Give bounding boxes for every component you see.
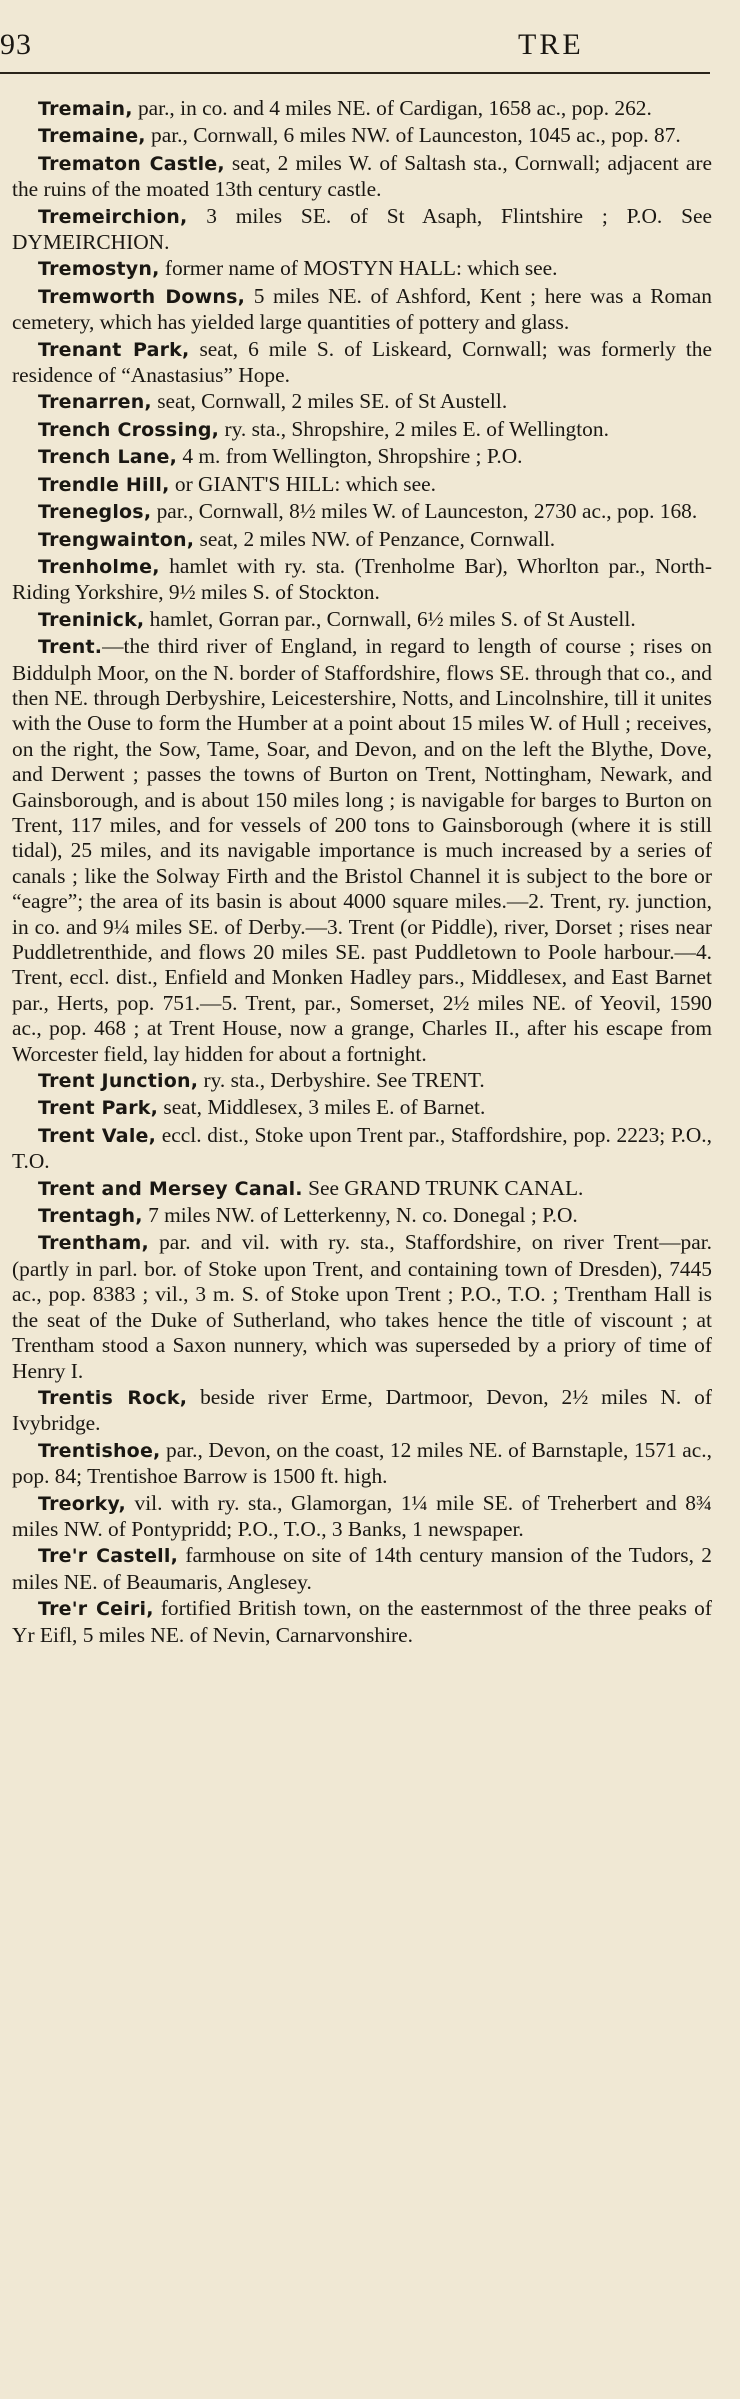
gazetteer-entry [12, 527, 712, 553]
gazetteer-entry [12, 499, 712, 525]
entry-headword: Trentishoe, [38, 1439, 161, 1462]
running-head-word: TRE [518, 28, 584, 61]
gazetteer-entry [12, 1385, 712, 1437]
entry-text: ry. sta., Shropshire, 2 miles E. of Wellington. [219, 416, 609, 441]
entry-text: par., Cornwall, 8½ miles W. of Launceston, 2730 ac., pop. 168. [151, 499, 698, 524]
entry-list [12, 96, 712, 1649]
entry-headword: Trent and Mersey Canal. [38, 1177, 303, 1200]
gazetteer-entry [12, 417, 712, 443]
entry-text: beside river Erme, Dartmoor, Devon, 2½ miles N. of Ivybridge. [12, 1384, 713, 1436]
entry-text: par., Cornwall, 6 miles NW. of Launceston, 1045 ac., pop. 87. [145, 123, 681, 148]
entry-headword: Tremain, [38, 98, 133, 120]
entry-text: seat, 6 mile S. of Liskeard, Cornwall; was formerly the residence of “Anastasius” Hope. [12, 336, 712, 388]
entry-headword: Trentham, [38, 1232, 149, 1255]
gazetteer-entry [12, 554, 712, 606]
entry-headword: Trent Park, [38, 1097, 159, 1120]
gazetteer-entry [12, 1176, 712, 1202]
entry-text: seat, 2 miles W. of Saltash sta., Cornwall; adjacent are the ruins of the moated 13th century castle. [12, 150, 712, 202]
entry-text: 5 miles NE. of Ashford, Kent ; here was a Roman cemetery, which has yielded large quantities of pottery and glass. [12, 283, 712, 335]
entry-text: 4 m. from Wellington, Shropshire ; P.O. [177, 444, 523, 469]
entry-headword: Trent Junction, [38, 1070, 199, 1093]
gazetteer-entry [12, 1596, 712, 1648]
gazetteer-entry [12, 1095, 712, 1121]
gazetteer-entry [12, 1230, 712, 1383]
entry-headword: Tremeirchion, [38, 205, 188, 228]
entry-text: par., in co. and 4 miles NE. of Cardigan, 1658 ac., pop. 262. [132, 96, 652, 120]
entry-headword: Trenant Park, [38, 338, 190, 361]
entry-text: seat, Middlesex, 3 miles E. of Barnet. [158, 1095, 486, 1120]
gazetteer-entry [12, 337, 712, 389]
entry-headword: Trendle Hill, [38, 473, 170, 496]
running-head [0, 28, 740, 68]
gazetteer-entry [12, 151, 712, 203]
entry-headword: Tre'r Ceiri, [38, 1598, 154, 1621]
entry-text: farmhouse on site of 14th century mansion of the Tudors, 2 miles NE. of Beaumaris, Anglesey. [12, 1543, 712, 1594]
entry-headword: Treneglos, [38, 501, 152, 524]
page-number: 93 [0, 28, 32, 61]
entry-text: 3 miles SE. of St Asaph, Flintshire ; P.O. See DYMEIRCHION. [12, 203, 712, 255]
entry-text: par., Devon, on the coast, 12 miles NE. of Barnstaple, 1571 ac., pop. 84; Trentishoe Barrow is 1500 ft. high. [12, 1437, 712, 1489]
entry-headword: Treorky, [38, 1492, 126, 1515]
gazetteer-entry [12, 634, 712, 1067]
entry-headword: Trentagh, [38, 1205, 143, 1228]
entry-text: seat, Cornwall, 2 miles SE. of St Austell. [151, 389, 508, 414]
entry-headword: Trench Crossing, [38, 418, 220, 441]
entry-headword: Trematon Castle, [38, 152, 225, 175]
entry-headword: Trentis Rock, [38, 1386, 188, 1409]
entry-headword: Trench Lane, [38, 446, 178, 469]
entry-text: —the third river of England, in regard to length of course ; rises on Biddulph Moor, on the N. border of Staffordshire, flows SE. through that co., and then NE. through Derbyshire, Leicestershire, Notts, and Lincolnshire, till it unites with the Ouse to form the Humber at a point about 15 miles W. of Hull ; receives, on the right, the Sow, Tame, Soar, and Devon, and on the left the Blythe, Dove, and Derwent ; passes the towns of Burton on Trent, Nottingham, Newark, and Gainsborough, and is about 150 miles long ; is navigable for barges to Burton on Trent, 117 miles, and for vessels of 200 tons to Gainsborough (where it is still tidal), 25 miles, and its navigable importance is much increased by a series of canals ; like the Solway Firth and the Bristol Channel it is subject to the bore or “eagre”; the area of its basin is about 4000 square miles.—2. Trent, ry. junction, in co. and 9¼ miles SE. of Derby.—3. Trent (or Piddle), river, Dorset ; rises near Puddletrenthide, and flows 20 miles SE. past Puddletown to Poole harbour.—4. Trent, eccl. dist., Enfield and Monken Hadley pars., Middlesex, and East Barnet par., Herts, pop. 751.—5. Trent, par., Somerset, 2½ miles NE. of Yeovil, 1590 ac., pop. 468 ; at Trent House, now a grange, Charles II., after his escape from Worcester field, lay hidden for about a fortnight. [12, 634, 712, 1066]
entry-text: ry. sta., Derbyshire. See TRENT. [198, 1068, 485, 1093]
entry-text: hamlet with ry. sta. (Trenholme Bar), Whorlton par., North-Riding Yorkshire, 9½ miles S. of Stockton. [12, 553, 712, 605]
entry-text: 7 miles NW. of Letterkenny, N. co. Donegal ; P.O. [142, 1203, 578, 1228]
entry-text: par. and vil. with ry. sta., Staffordshire, on river Trent—par. (partly in parl. bor. of Stoke upon Trent, and containing town of Dresden), 7445 ac., pop. 8383 ; vil., 3 m. S. of Stoke upon Trent ; P.O., T.O. ; Trentham Hall is the seat of the Duke of Sutherland, who takes hence the title of viscount ; at Trentham stood a Saxon nunnery, which was superseded by a priory of time of Henry I. [12, 1230, 712, 1383]
entry-headword: Tre'r Castell, [38, 1545, 179, 1568]
entry-text: eccl. dist., Stoke upon Trent par., Staffordshire, pop. 2223; P.O., T.O. [12, 1122, 712, 1174]
gazetteer-entry [12, 607, 712, 633]
entry-headword: Trenholme, [38, 555, 160, 578]
entry-text: seat, 2 miles NW. of Penzance, Cornwall. [194, 526, 556, 551]
gazetteer-entry [12, 1068, 712, 1094]
entry-headword: Treninick, [38, 608, 145, 631]
entry-text: former name of MOSTYN HALL: which see. [159, 256, 558, 281]
entry-headword: Trent Vale, [38, 1124, 157, 1147]
entry-text: or GIANT'S HILL: which see. [169, 471, 436, 496]
entry-headword: Tremostyn, [38, 258, 160, 281]
entry-headword: Trenarren, [38, 391, 152, 414]
gazetteer-entry [12, 1438, 712, 1490]
gazetteer-entry [12, 256, 712, 282]
gazetteer-entry [12, 389, 712, 415]
gazetteer-entry [12, 96, 712, 122]
gazetteer-entry [12, 204, 712, 256]
entry-text: vil. with ry. sta., Glamorgan, 1¼ mile SE. of Treherbert and 8¾ miles NW. of Pontypridd; P.O., T.O., 3 Banks, 1 newspaper. [12, 1490, 712, 1541]
gazetteer-entry [12, 1491, 712, 1543]
entry-text: fortified British town, on the easternmost of the three peaks of Yr Eifl, 5 miles NE. of Nevin, Carnarvonshire. [12, 1596, 712, 1647]
entry-headword: Tremworth Downs, [38, 285, 246, 308]
entry-headword: Tremaine, [38, 125, 146, 148]
gazetteer-entry [12, 1543, 712, 1595]
entry-headword: Trent. [38, 636, 103, 659]
gazetteer-entry [12, 1123, 712, 1175]
entry-text: See GRAND TRUNK CANAL. [302, 1175, 584, 1200]
gazetteer-entry [12, 444, 712, 470]
gazetteer-entry [12, 123, 712, 149]
gazetteer-entry [12, 284, 712, 336]
entry-text: hamlet, Gorran par., Cornwall, 6½ miles S. of St Austell. [144, 606, 636, 631]
entry-headword: Trengwainton, [38, 528, 195, 551]
gazetteer-entry [12, 1203, 712, 1229]
gazetteer-entry [12, 472, 712, 498]
header-rule [0, 72, 710, 74]
